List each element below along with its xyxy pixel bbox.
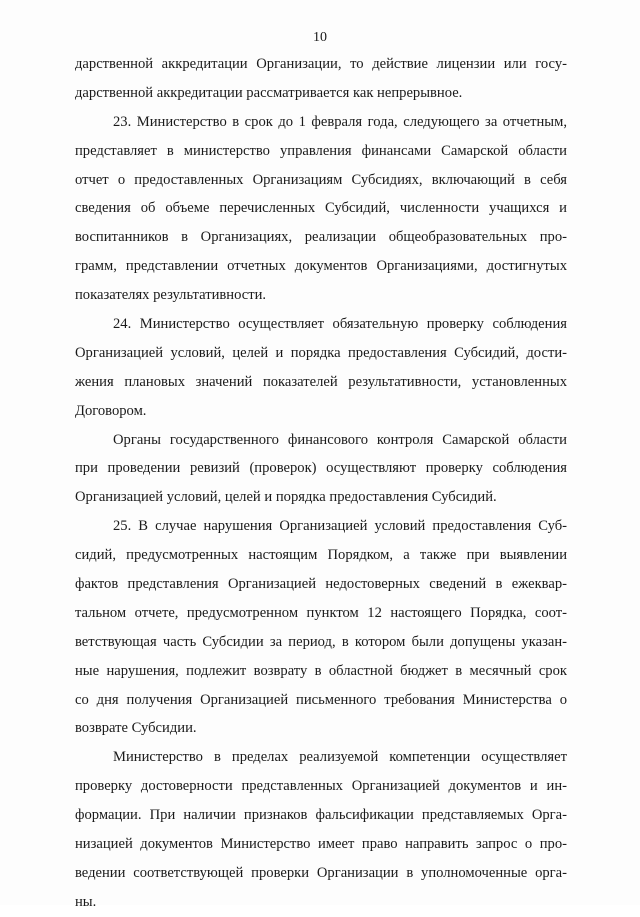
text-line: воспитанников в Организациях, реализации общеобразовательных про-: [75, 229, 567, 246]
page-number: 10: [313, 30, 327, 45]
text-line: Организацией условий, целей и порядка предоставления Субсидий.: [75, 489, 497, 506]
text-line: при проведении ревизий (проверок) осуществляют проверку соблюдения: [75, 460, 567, 477]
paragraph-23-line: 23. Министерство в срок до 1 февраля года, следующего за отчетным,: [113, 113, 567, 130]
text-line: отчет о предоставленных Организациям Субсидиях, включающий в себя: [75, 171, 567, 188]
text-line: дарственной аккредитации рассматривается как непрерывное.: [75, 84, 463, 101]
document-body: [75, 50, 567, 917]
text-line: сидий, предусмотренных настоящим Порядком, а также при выявлении: [75, 547, 567, 564]
text-line: ные нарушения, подлежит возврату в областной бюджет в месячный срок: [75, 662, 567, 679]
text-line: возврате Субсидии.: [75, 720, 197, 737]
text-line: представляет в министерство управления финансами Самарской области: [75, 142, 567, 159]
text-line: жения плановых значений показателей результативности, установленных: [75, 373, 567, 390]
text-line: формации. При наличии признаков фальсификации представляемых Орга-: [75, 807, 567, 824]
text-line: низацией документов Министерство имеет право направить запрос о про-: [75, 836, 567, 853]
paragraph-control-line: Органы государственного финансового контроля Самарской области: [113, 431, 567, 448]
text-line: тальном отчете, предусмотренном пунктом 12 настоящего Порядка, соот-: [75, 604, 567, 621]
text-line: Организацией условий, целей и порядка предоставления Субсидий, дости-: [75, 344, 567, 361]
text-line: фактов представления Организацией недостоверных сведений в ежеквар-: [75, 576, 567, 593]
text-line: Договором.: [75, 402, 147, 419]
paragraph-25-line: 25. В случае нарушения Организацией условий предоставления Суб-: [113, 518, 567, 535]
text-line: ведении соответствующей проверки Организации в уполномоченные орга-: [75, 864, 567, 881]
text-line: грамм, представлении отчетных документов Организациями, достигнутых: [75, 258, 567, 275]
text-line: показателях результативности.: [75, 287, 267, 304]
paragraph-ministry-line: Министерство в пределах реализуемой компетенции осуществляет: [113, 749, 567, 766]
text-line: проверку достоверности представленных Организацией документов и ин-: [75, 778, 567, 795]
text-line: ны.: [75, 893, 97, 910]
text-line: ветствующая часть Субсидии за период, в котором были допущены указан-: [75, 633, 567, 650]
text-line: дарственной аккредитации Организации, то действие лицензии или госу-: [75, 56, 567, 72]
text-line: сведения об объеме перечисленных Субсидий, численности учащихся и: [75, 200, 567, 217]
text-line: со дня получения Организацией письменного требования Министерства о: [75, 691, 567, 708]
paragraph-24-line: 24. Министерство осуществляет обязательную проверку соблюдения: [113, 316, 567, 333]
